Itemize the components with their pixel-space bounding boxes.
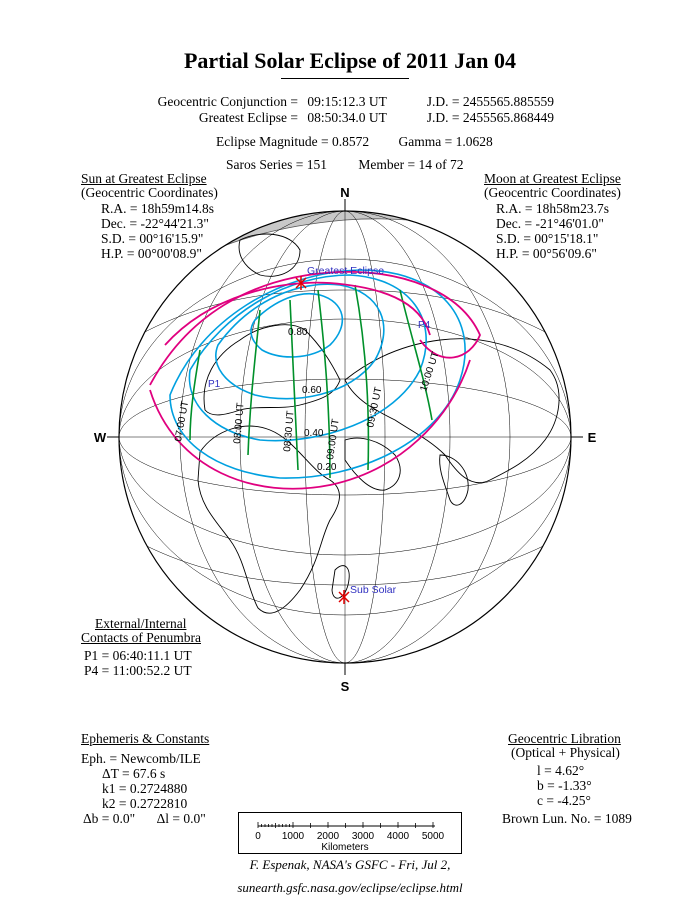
greatest-jd: J.D. = 2455565.868449 xyxy=(426,110,554,125)
moon-sd: S.D. = 00°15'18.1" xyxy=(496,231,599,246)
moon-ra: R.A. = 18h58m23.7s xyxy=(496,201,609,216)
sun-ra: R.A. = 18h59m14.8s xyxy=(101,201,214,216)
moon-subheading: (Geocentric Coordinates) xyxy=(484,185,621,200)
mag-label-040: 0.40 xyxy=(304,428,324,439)
mag-label-060: 0.60 xyxy=(302,385,322,396)
eclipse-magnitude: Eclipse Magnitude = 0.8572 xyxy=(216,134,370,149)
scale-tick-3000: 3000 xyxy=(351,831,375,842)
compass-s: S xyxy=(340,679,350,694)
saros-member: Member = 14 of 72 xyxy=(358,157,464,172)
sun-heading: Sun at Greatest Eclipse xyxy=(81,171,207,186)
time-label-0930: 09:30 UT xyxy=(365,386,385,429)
moon-heading: Moon at Greatest Eclipse xyxy=(484,171,621,186)
ephemeris-eph: Eph. = Newcomb/ILE xyxy=(81,751,201,766)
compass-e: E xyxy=(587,430,597,445)
time-label-1000: 10:00 UT xyxy=(418,350,442,393)
sun-sd: S.D. = 00°16'15.9" xyxy=(101,231,204,246)
ephemeris-k1: k1 = 0.2724880 xyxy=(102,781,188,796)
ephemeris-delta-b: Δb = 0.0" xyxy=(83,811,136,826)
scale-tick-0: 0 xyxy=(255,831,261,842)
scale-tick-4000: 4000 xyxy=(386,831,410,842)
compass-w: W xyxy=(93,430,107,445)
sun-hp: H.P. = 00°00'08.9" xyxy=(101,246,202,261)
moon-dec: Dec. = -21°46'01.0" xyxy=(496,216,604,231)
scale-bar xyxy=(238,812,462,854)
p1-label: P1 xyxy=(208,379,221,390)
libration-b: b = -1.33° xyxy=(537,778,592,793)
time-label-0800: 08:00 UT xyxy=(232,402,247,445)
scale-unit: Kilometers xyxy=(321,842,369,853)
mag-label-080: 0.80 xyxy=(288,327,308,338)
scale-tick-1000: 1000 xyxy=(281,831,305,842)
contact-p1: P1 = 06:40:11.1 UT xyxy=(84,648,192,663)
libration-brown: Brown Lun. No. = 1089 xyxy=(502,811,632,826)
conjunction-jd: J.D. = 2455565.885559 xyxy=(426,94,554,109)
page-title: Partial Solar Eclipse of 2011 Jan 04 xyxy=(183,48,517,73)
ephemeris-delta-t: ΔT = 67.6 s xyxy=(102,766,166,781)
mag-label-020: 0.20 xyxy=(317,462,337,473)
libration-l: l = 4.62° xyxy=(537,763,585,778)
ephemeris-delta-row xyxy=(83,811,206,827)
greatest-eclipse-label: Greatest Eclipse xyxy=(307,265,385,277)
sub-solar-label: Sub Solar xyxy=(350,584,397,596)
conjunction-label: Geocentric Conjunction = xyxy=(157,94,298,109)
contacts-heading-1: External/Internal xyxy=(95,616,187,631)
credit-url[interactable]: sunearth.gsfc.nasa.gov/eclipse/eclipse.html xyxy=(237,880,463,895)
moon-hp: H.P. = 00°56'09.6" xyxy=(496,246,597,261)
libration-heading: Geocentric Libration xyxy=(508,731,621,746)
sun-subheading: (Geocentric Coordinates) xyxy=(81,185,218,200)
contacts-heading-2: Contacts of Penumbra xyxy=(81,630,201,645)
sun-dec: Dec. = -22°44'21.3" xyxy=(101,216,209,231)
conjunction-time: 09:15:12.3 UT xyxy=(307,94,387,109)
contact-p4: P4 = 11:00:52.2 UT xyxy=(84,663,192,678)
compass-n: N xyxy=(340,185,350,200)
credit-author: F. Espenak, NASA's GSFC - Fri, Jul 2, xyxy=(249,857,451,872)
scale-tick-2000: 2000 xyxy=(316,831,340,842)
ephemeris-heading: Ephemeris & Constants xyxy=(81,731,210,746)
p4-label: P4 xyxy=(418,320,431,331)
ephemeris-k2: k2 = 0.2722810 xyxy=(102,796,188,811)
gamma: Gamma = 1.0628 xyxy=(398,134,493,149)
time-label-0700: 07:00 UT xyxy=(173,400,192,443)
time-label-0830: 08:30 UT xyxy=(282,410,297,453)
time-label-0900: 09:00 UT xyxy=(325,418,342,461)
libration-c: c = -4.25° xyxy=(537,793,591,808)
scale-tick-5000: 5000 xyxy=(421,831,445,842)
libration-subheading: (Optical + Physical) xyxy=(511,745,620,760)
saros-series: Saros Series = 151 xyxy=(226,157,327,172)
ephemeris-delta-l: Δl = 0.0" xyxy=(156,811,206,826)
greatest-time: 08:50:34.0 UT xyxy=(307,110,387,125)
greatest-label: Greatest Eclipse = xyxy=(198,110,298,125)
